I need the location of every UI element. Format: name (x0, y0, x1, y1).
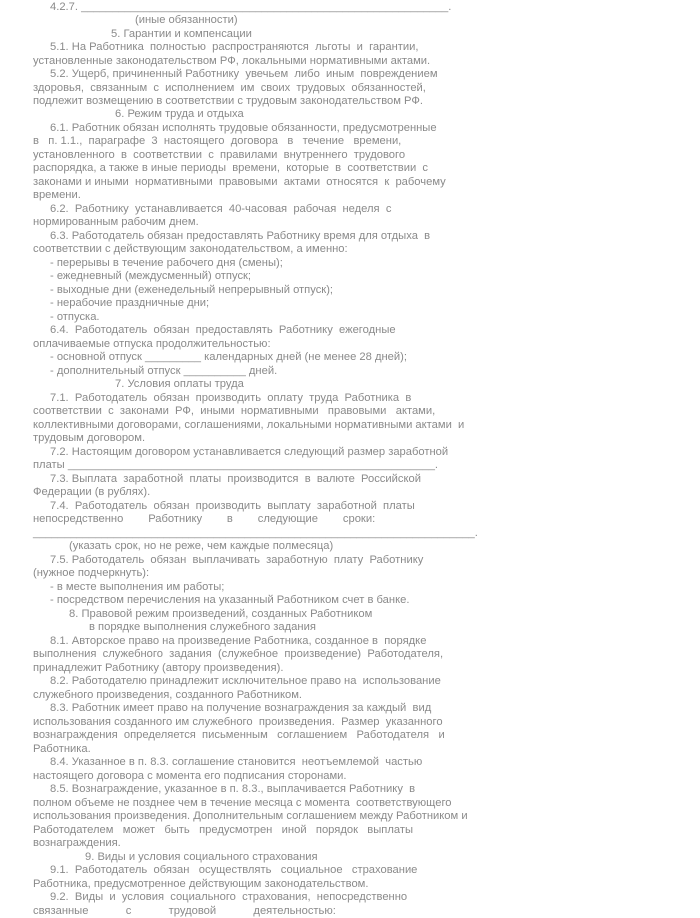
document-line: использования созданного им служебного произведения. Размер указанного (33, 716, 443, 728)
document-line: 7.4. Работодатель обязан производить выплату заработной платы (50, 500, 415, 512)
document-line: (указать срок, но не реже, чем каждые полмесяца) (69, 540, 334, 552)
document-line: - нерабочие праздничные дни; (50, 297, 210, 309)
document-line: 6. Режим труда и отдыха (115, 108, 244, 120)
document-line: 8.2. Работодателю принадлежит исключительное право на использование (50, 675, 441, 687)
document-line: 6.4. Работодатель обязан предоставлять Работнику ежегодные (50, 324, 396, 336)
document-line: распорядка, а также в иные периоды времени, которые в соответствии с (33, 162, 429, 174)
document-line: в п. 1.1., параграфе 3 настоящего договора в течение времени, (33, 135, 402, 147)
document-line: здоровья, связанным с исполнением им своих трудовых обязанностей, (33, 82, 426, 94)
document-line: 6.2. Работнику устанавливается 40-часовая рабочая неделя с (50, 203, 392, 215)
document-line: Работодателем может быть предусмотрен иной порядок выплаты (33, 824, 414, 836)
document-line: 5.1. На Работника полностью распространяются льготы и гарантии, (50, 41, 419, 53)
document-line: (иные обязанности) (135, 14, 238, 26)
document-line: Работника, предусмотренное действующим законодательством. (33, 878, 369, 890)
document-line: 8.3. Работник имеет право на получение вознаграждения за каждый вид (50, 702, 432, 714)
document-line: - основной отпуск _________ календарных дней (не менее 28 дней); (50, 351, 407, 363)
document-line: 4.2.7. ___________________________________________________________. (50, 1, 452, 13)
document-line: 7.5. Работодатель обязан выплачивать заработную плату Работнику (50, 554, 424, 566)
document-line: 9.2. Виды и условия социального страхования, непосредственно (50, 891, 408, 903)
document-line: полном объеме не позднее чем в течение месяца с момента соответствующего (33, 797, 452, 809)
document-line: использования произведения. Дополнительным соглашением между Работником и (33, 810, 468, 822)
document-line: - посредством перечисления на указанный Работником счет в банке. (50, 594, 410, 606)
document-line: принадлежит Работнику (автору произведения). (33, 662, 284, 674)
document-line: выполнения служебного задания (служебное произведение) Работодателя, (33, 648, 444, 660)
document-line: - дополнительный отпуск __________ дней. (50, 365, 278, 377)
document-line: вознаграждения. (33, 837, 121, 849)
document-line: Федерации (в рублях). (33, 486, 151, 498)
document-line: 6.3. Работодатель обязан предоставлять Работнику время для отдыха в (50, 230, 431, 242)
document-line: 5.2. Ущерб, причиненный Работнику увечьем либо иным повреждением (50, 68, 438, 80)
document-line: соответствии с законами РФ, иными нормативными правовыми актами, (33, 405, 436, 417)
document-line: в порядке выполнения служебного задания (89, 621, 316, 633)
document-line: вознаграждения определяется письменным соглашением Работодателя и (33, 729, 445, 741)
document-line: 7.1. Работодатель обязан производить оплату труда Работника в (50, 392, 412, 404)
document-line: - выходные дни (еженедельный непрерывный отпуск); (50, 284, 334, 296)
document-line: платы ___________________________________________________________. (33, 459, 439, 471)
document-line: трудовым договором. (33, 432, 146, 444)
document-line: 6.1. Работник обязан исполнять трудовые обязанности, предусмотренные (50, 122, 437, 134)
document-line: нормированным рабочим днем. (33, 216, 199, 228)
document-line: _______________________________________________________________________. (33, 527, 478, 539)
document-line: времени. (33, 189, 81, 201)
document-line: 9.1. Работодатель обязан осуществлять социальное страхование (50, 864, 418, 876)
document-line: оплачиваемые отпуска продолжительностью: (33, 338, 271, 350)
document-line: 8.1. Авторское право на произведение Работника, созданное в порядке (50, 635, 427, 647)
document-line: служебного произведения, созданного Работником. (33, 689, 303, 701)
document-line: - в месте выполнения им работы; (50, 581, 225, 593)
document-line: - ежедневный (междусменный) отпуск; (50, 270, 252, 282)
document-line: подлежит возмещению в соответствии с трудовым законодательством РФ. (33, 95, 424, 107)
document-line: 8.5. Вознаграждение, указанное в п. 8.3., выплачивается Работнику в (50, 783, 416, 795)
document-line: 8.4. Указанное в п. 8.3. соглашение становится неотъемлемой частью (50, 756, 423, 768)
document-line: Работника. (33, 743, 91, 755)
document-line: - отпуска. (50, 311, 100, 323)
document-line: 7. Условия оплаты труда (115, 378, 244, 390)
document-line: - перерывы в течение рабочего дня (смены); (50, 257, 283, 269)
document-line: 7.3. Выплата заработной платы производится в валюте Российской (50, 473, 421, 485)
document-line: настоящего договора с момента его подписания сторонами. (33, 770, 347, 782)
document-line: соответствии с действующим законодательством, а именно: (33, 243, 348, 255)
document-line: 5. Гарантии и компенсации (111, 28, 252, 40)
document-line: законами и иными нормативными правовыми актами относятся к рабочему (33, 176, 446, 188)
document-line: установленного в соответствии с правилами внутреннего трудового (33, 149, 406, 161)
document-line: 7.2. Настоящим договором устанавливается следующий размер заработной (50, 446, 449, 458)
document-line: связанные с трудовой деятельностью: (33, 905, 336, 917)
document-line: 9. Виды и условия социального страхования (85, 851, 318, 863)
document-line: установленные законодательством РФ, локальными нормативными актами. (33, 55, 431, 67)
document-line: (нужное подчеркнуть): (33, 567, 150, 579)
document-line: коллективными договорами, соглашениями, локальными нормативными актами и (33, 419, 465, 431)
document-line: 8. Правовой режим произведений, созданных Работником (69, 608, 373, 620)
document-line: непосредственно Работнику в следующие сроки: (33, 513, 376, 525)
